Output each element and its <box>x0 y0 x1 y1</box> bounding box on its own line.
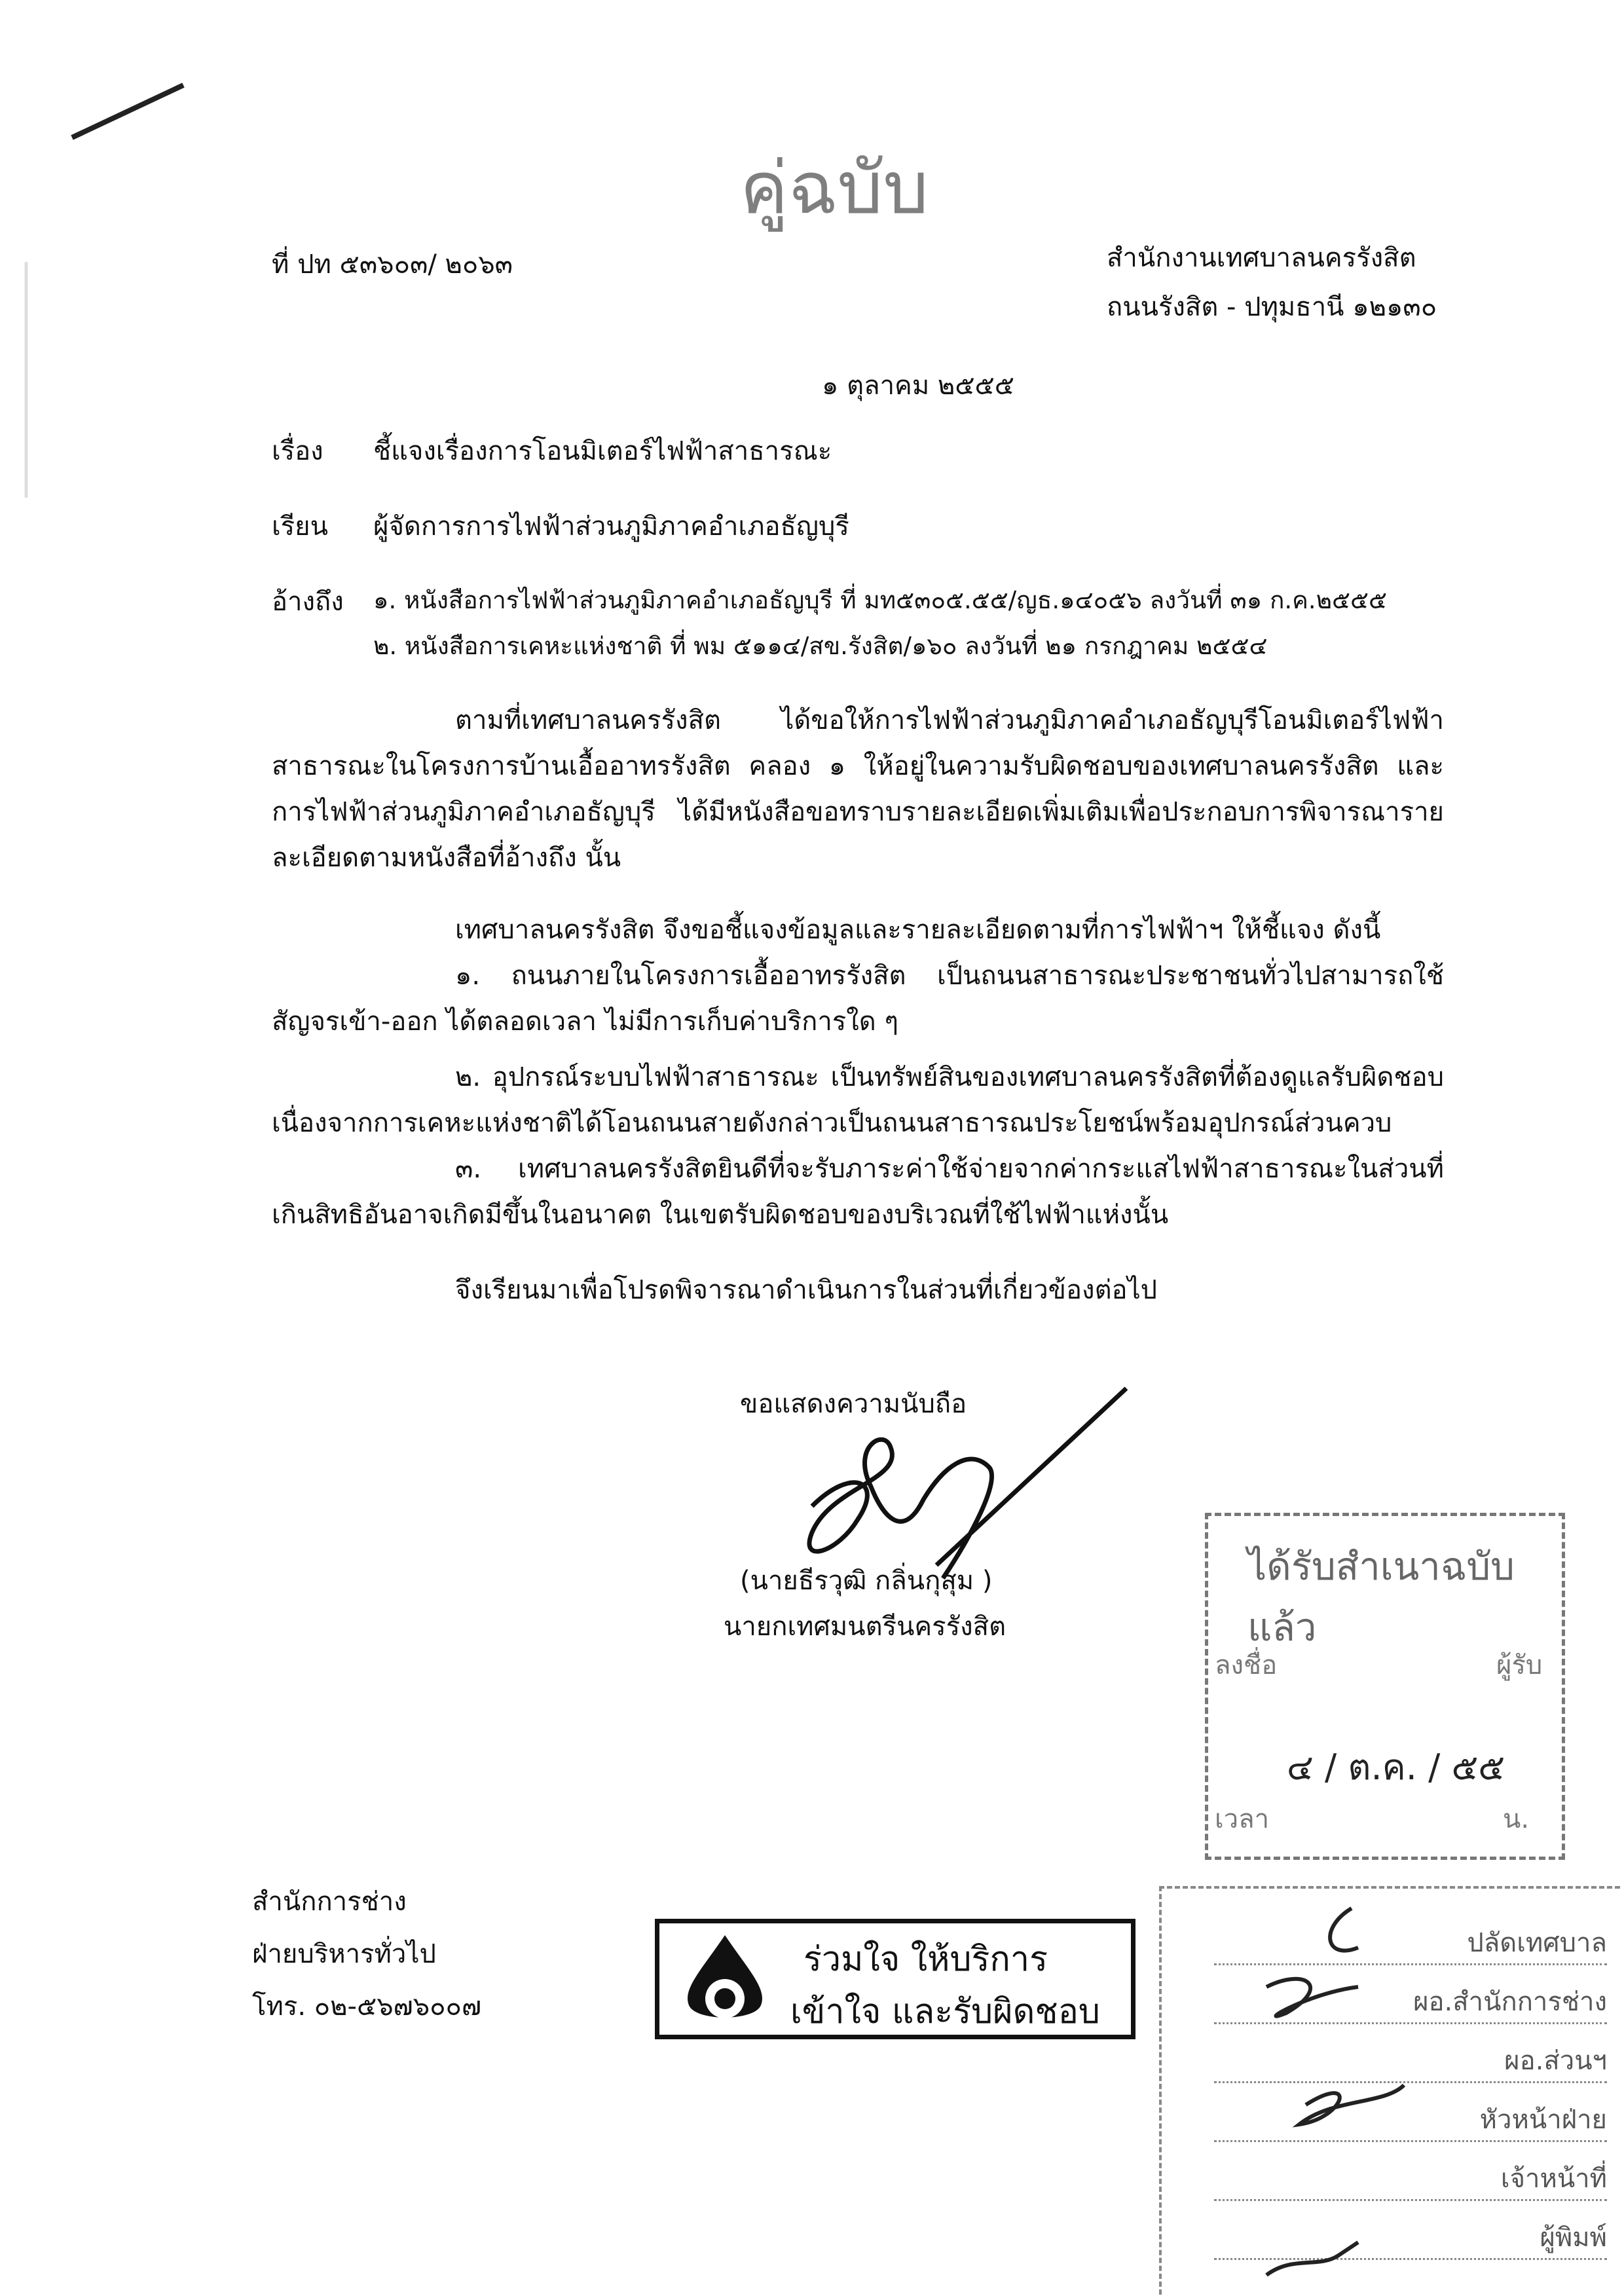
footer-division: ฝ่ายบริหารทั่วไป <box>252 1939 436 1969</box>
routing-row: เจ้าหน้าที่ <box>1214 2157 1607 2201</box>
letter-date: ๑ ตุลาคม ๒๕๕๕ <box>822 371 1015 401</box>
scan-mark <box>65 72 196 151</box>
org-address: ถนนรังสิต - ปทุมธานี ๑๒๑๓๐ <box>1107 292 1437 322</box>
signatory-position: นายกเทศมนตรีนครรังสิต <box>724 1612 1006 1642</box>
received-stamp <box>1205 1513 1565 1860</box>
routing-row: หัวหน้าฝ่าย <box>1214 2098 1607 2142</box>
subject-text: ชี้แจงเรื่องการโอนมิเตอร์ไฟฟ้าสาธารณะ <box>373 436 832 466</box>
closing-line: จึงเรียนมาเพื่อโปรดพิจารณาดำเนินการในส่วนที่เกี่ยวข้องต่อไป <box>455 1275 1158 1305</box>
scan-mark <box>0 249 39 511</box>
subject-label: เรื่อง <box>272 436 323 466</box>
recipient-text: ผู้จัดการการไฟฟ้าส่วนภูมิภาคอำเภอธัญบุรี <box>373 511 849 542</box>
reference-number: ที่ ปท ๕๓๖๐๓/ ๒๐๖๓ <box>272 250 513 280</box>
body-list-item: ๒. อุปกรณ์ระบบไฟฟ้าสาธารณะ เป็นทรัพย์สินของเทศบาลนครรังสิตที่ต้องดูแลรับผิดชอบเนื่องจากการเคหะแห่งชาติได้โอนถนนสายดังกล่าวเป็นถนนสาธารณประโยชน์พร้อมอุปกรณ์ส่วนควบ <box>272 1062 1444 1138</box>
body-paragraph: ตามที่เทศบาลนครรังสิต ได้ขอให้การไฟฟ้าส่วนภูมิภาคอำเภอธัญบุรีโอนมิเตอร์ไฟฟ้าสาธารณะในโครงการบ้านเอื้ออาทรรังสิต คลอง ๑ ให้อยู่ในความรับผิดชอบของเทศบาลนครรังสิต และการไฟฟ้าส่วนภูมิภาคอำเภอธัญบุรี ได้มีหนังสือขอทราบรายละเอียดเพิ่มเติมเพื่อประกอบการพิจารณารายละเอียดตามหนังสือที่อ้างถึง นั้น <box>272 705 1444 873</box>
reference-item: ๑. หนังสือการไฟฟ้าส่วนภูมิภาคอำเภอธัญบุรี ที่ มท๕๓๐๕.๕๕/ญธ.๑๔๐๕๖ ลงวันที่ ๓๑ ก.ค.๒๕๕๕ <box>373 586 1388 614</box>
signature-mark <box>773 1369 1139 1591</box>
routing-signature-mark <box>1188 1889 1463 2295</box>
slogan-box <box>655 1919 1135 2039</box>
received-sign-label: ลงชื่อ <box>1215 1650 1278 1680</box>
received-receiver-label: ผู้รับ <box>1496 1650 1543 1680</box>
routing-row: ปลัดเทศบาล <box>1214 1921 1607 1965</box>
recipient-label: เรียน <box>272 511 328 542</box>
routing-row: ผอ.สำนักการช่าง <box>1214 1980 1607 2024</box>
signatory-name: (นายธีรวุฒิ กลิ่นกุสุม ) <box>740 1566 993 1596</box>
slogan-line-1: ร่วมใจ ให้บริการ <box>803 1940 1048 1979</box>
copy-stamp: คู่ฉบับ <box>740 146 929 230</box>
received-time-label: เวลา <box>1215 1804 1270 1834</box>
reference-item: ๒. หนังสือการเคหะแห่งชาติ ที่ พม ๕๑๑๔/สข.รังสิต/๑๖๐ ลงวันที่ ๒๑ กรกฎาคม ๒๕๕๔ <box>373 632 1268 660</box>
footer-department: สำนักการช่าง <box>252 1887 407 1917</box>
slogan-line-2: เข้าใจ และรับผิดชอบ <box>790 1992 1100 2031</box>
routing-row: ผอ.ส่วนฯ <box>1214 2039 1607 2083</box>
received-stamp-title: ได้รับสำเนาฉบับแล้ว <box>1247 1544 1515 1650</box>
footer-phone: โทร. ๐๒-๕๖๗๖๐๐๗ <box>252 1991 482 2022</box>
body-paragraph: เทศบาลนครรังสิต จึงขอชี้แจงข้อมูลและรายละเอียดตามที่การไฟฟ้าฯ ให้ชี้แจง ดังนี้ <box>455 915 1381 945</box>
body-list-item: ๑. ถนนภายในโครงการเอื้ออาทรรังสิต เป็นถนนสาธารณะประชาชนทั่วไปสามารถใช้สัญจรเข้า-ออก ได้ตลอดเวลา ไม่มีการเก็บค่าบริการใด ๆ <box>272 961 1444 1037</box>
municipality-logo-icon <box>676 1930 774 2028</box>
routing-stamp <box>1159 1886 1620 2295</box>
routing-row: ผู้พิมพ์ <box>1214 2216 1607 2260</box>
received-time-suffix: น. <box>1503 1804 1530 1834</box>
regards: ขอแสดงความนับถือ <box>740 1389 967 1419</box>
body-list-item: ๓. เทศบาลนครรังสิตยินดีที่จะรับภาระค่าใช้จ่ายจากค่ากระแสไฟฟ้าสาธารณะในส่วนที่เกินสิทธิอันอาจเกิดมีขึ้นในอนาคต ในเขตรับผิดชอบของบริเวณที่ใช้ไฟฟ้าแห่งนั้น <box>272 1154 1444 1230</box>
received-date: ๔ / ต.ค. / ๕๕ <box>1287 1747 1505 1788</box>
references-label: อ้างถึง <box>272 587 344 617</box>
org-name: สำนักงานเทศบาลนครรังสิต <box>1107 243 1416 273</box>
